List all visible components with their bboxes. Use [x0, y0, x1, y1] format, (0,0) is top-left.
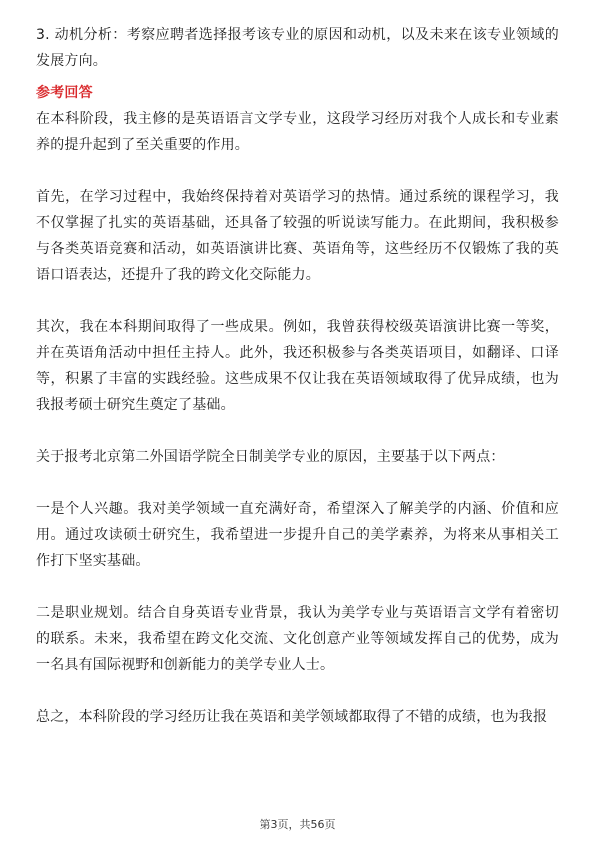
- spacer: [36, 288, 559, 314]
- question-3-text: 3. 动机分析：考察应聘者选择报考该专业的原因和动机，以及未来在该专业领域的发展方向。: [36, 27, 559, 69]
- page-number: 第3页，共56页: [259, 818, 336, 831]
- spacer: [36, 418, 559, 444]
- paragraph-1: 在本科阶段，我主修的是英语语言文学专业，这段学习经历对我个人成长和专业素养的提升起到了至关重要的作用。: [36, 111, 559, 153]
- spacer: [36, 678, 559, 704]
- paragraph-4: 关于报考北京第二外国语学院全日制美学专业的原因，主要基于以下两点：: [36, 449, 505, 465]
- paragraph-7: 总之，本科阶段的学习经历让我在英语和美学领域都取得了不错的成绩，也为我报: [36, 709, 548, 725]
- paragraph-2: 首先，在学习过程中，我始终保持着对英语学习的热情。通过系统的课程学习，我不仅掌握了扎实的英语基础，还具备了较强的听说读写能力。在此期间，我积极参与各类英语竞赛和活动，如英语演讲比赛、英语角等，这些经历不仅锻炼了我的英语口语表达，还提升了我的跨文化交际能力。: [36, 189, 559, 283]
- page-content: [36, 22, 559, 730]
- spacer: [36, 574, 559, 600]
- answer-heading: 参考回答: [36, 85, 93, 101]
- paragraph-6: 二是职业规划。结合自身英语专业背景，我认为美学专业与英语语言文学有着密切的联系。未来，我希望在跨文化交流、文化创意产业等领域发挥自己的优势，成为一名具有国际视野和创新能力的美学专业人士。: [36, 605, 559, 673]
- paragraph-5: 一是个人兴趣。我对美学领域一直充满好奇，希望深入了解美学的内涵、价值和应用。通过攻读硕士研究生，我希望进一步提升自己的美学素养，为将来从事相关工作打下坚实基础。: [36, 501, 559, 569]
- paragraph-3: 其次，我在本科期间取得了一些成果。例如，我曾获得校级英语演讲比赛一等奖，并在英语角活动中担任主持人。此外，我还积极参与各类英语项目，如翻译、口译等，积累了丰富的实践经验。这些成果不仅让我在英语领域取得了优异成绩，也为我报考硕士研究生奠定了基础。: [36, 319, 559, 413]
- spacer: [36, 470, 559, 496]
- spacer: [36, 158, 559, 184]
